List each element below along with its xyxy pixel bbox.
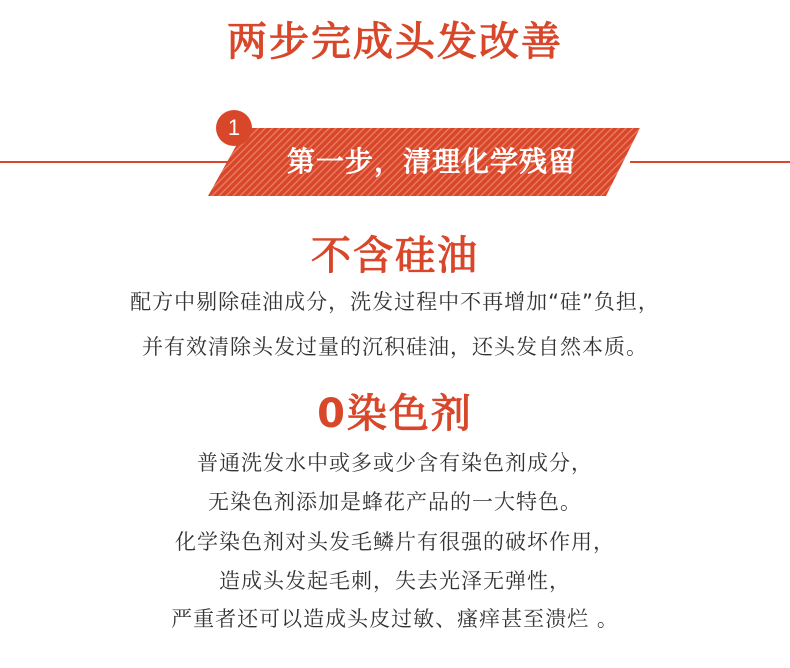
section-text-line: 无染色剂添加是蜂花产品的一大特色。 bbox=[208, 490, 582, 514]
section-text-line: 配方中剔除硅油成分，洗发过程中不再增加“硅”负担， bbox=[130, 290, 660, 314]
section-title-no-dye: 0染色剂 bbox=[317, 391, 473, 437]
section-text-line: 并有效清除头发过量的沉积硅油，还头发自然本质。 bbox=[142, 335, 648, 359]
divider-right bbox=[630, 161, 790, 163]
step-number-badge: 1 bbox=[216, 110, 252, 146]
section-text-line: 造成头发起毛刺，失去光泽无弹性， bbox=[219, 569, 571, 593]
section-text-line: 严重者还可以造成头皮过敏、瘙痒甚至溃烂 。 bbox=[171, 607, 619, 631]
divider-left bbox=[0, 161, 230, 163]
section-title-no-silicone: 不含硅油 bbox=[311, 233, 479, 279]
page-title: 两步完成头发改善 bbox=[227, 19, 563, 65]
section-text-line: 化学染色剂对头发毛鳞片有很强的破坏作用， bbox=[175, 530, 615, 554]
step-banner bbox=[208, 128, 640, 196]
section-text-line: 普通洗发水中或多或少含有染色剂成分， bbox=[197, 451, 593, 475]
step-label: 第一步，清理化学残留 bbox=[286, 145, 577, 178]
